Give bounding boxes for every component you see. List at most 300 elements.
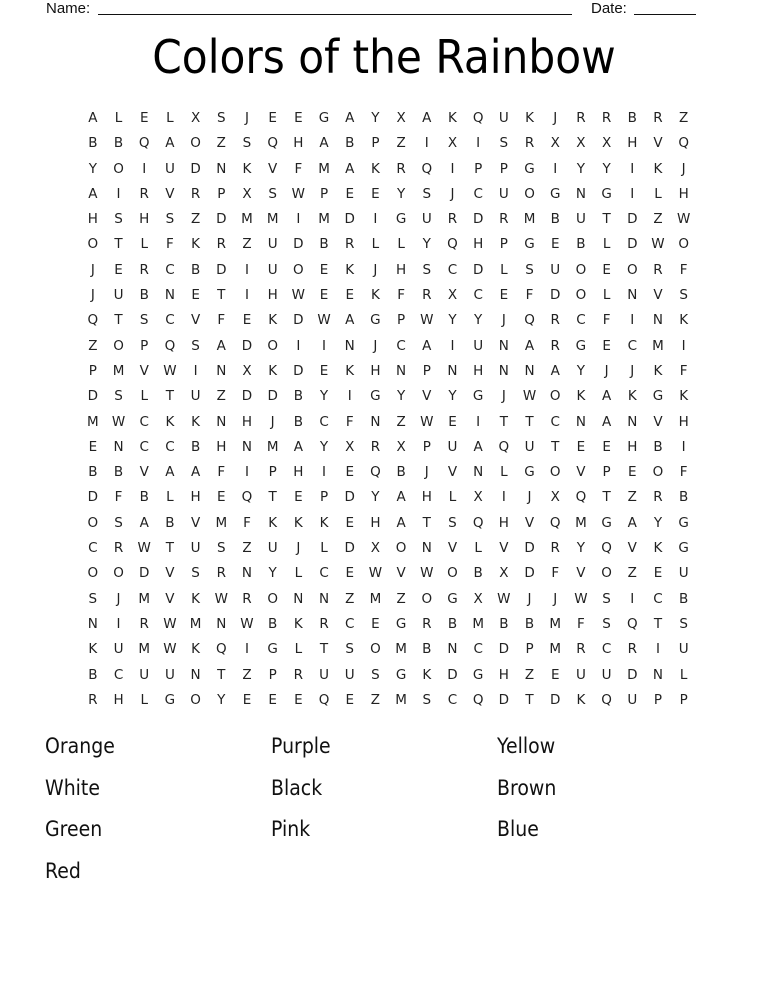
grid-letter: C <box>165 438 175 455</box>
grid-letter: W <box>420 312 434 329</box>
grid-letter: F <box>114 489 123 506</box>
grid-letter: K <box>576 691 586 708</box>
grid-letter: S <box>114 514 123 531</box>
grid-letter: L <box>166 110 174 126</box>
grid-letter: L <box>654 185 662 202</box>
grid-letter: T <box>653 615 663 632</box>
grid-letter: K <box>627 388 637 405</box>
grid-letter: K <box>293 615 303 632</box>
grid-letter: R <box>293 666 304 683</box>
grid-letter: P <box>319 185 329 202</box>
grid-letter: A <box>345 110 355 126</box>
grid-letter: B <box>139 489 149 506</box>
grid-letter: U <box>627 691 638 708</box>
grid-letter: N <box>421 540 432 557</box>
grid-letter: I <box>476 413 481 430</box>
grid-letter: S <box>216 540 226 557</box>
grid-letter: H <box>293 464 304 481</box>
grid-letter: R <box>190 185 201 202</box>
grid-letter: G <box>318 110 330 126</box>
grid-letter: P <box>268 464 277 481</box>
grid-letter: Z <box>679 110 689 126</box>
grid-letter: B <box>293 388 303 405</box>
grid-letter: F <box>217 312 226 329</box>
grid-letter: Q <box>472 110 484 126</box>
grid-letter: G <box>472 388 484 405</box>
grid-letter: S <box>114 388 123 405</box>
grid-letter: Q <box>241 489 253 506</box>
grid-letter: U <box>498 110 509 126</box>
grid-letter: Q <box>267 135 278 152</box>
grid-letter: H <box>421 489 432 506</box>
grid-letter: O <box>267 337 278 354</box>
grid-letter: B <box>499 615 509 632</box>
grid-letter: K <box>191 236 201 253</box>
grid-letter: S <box>679 615 688 632</box>
grid-letter: H <box>627 438 638 455</box>
grid-letter: F <box>166 236 174 253</box>
grid-letter: C <box>653 590 663 607</box>
grid-letter: E <box>294 489 303 506</box>
grid-letter: K <box>679 388 689 405</box>
grid-letter: S <box>422 691 432 708</box>
grid-letter: O <box>113 565 124 582</box>
grid-letter: E <box>345 287 354 304</box>
grid-letter: H <box>678 413 689 430</box>
grid-letter: V <box>268 160 278 177</box>
word-list-item: Pink <box>271 817 311 842</box>
grid-letter: N <box>396 362 407 379</box>
date-label: Date: <box>591 0 627 17</box>
grid-letter: O <box>190 135 201 152</box>
grid-letter: T <box>114 236 123 253</box>
grid-letter: O <box>370 641 381 658</box>
grid-letter: Y <box>653 514 663 531</box>
grid-letter: V <box>653 413 663 430</box>
grid-letter: Y <box>319 438 329 455</box>
grid-letter: M <box>523 211 536 228</box>
grid-letter: K <box>525 110 534 126</box>
grid-letter: K <box>165 413 175 430</box>
grid-letter: I <box>655 641 660 658</box>
grid-letter: R <box>550 312 560 329</box>
grid-letter: F <box>577 615 585 632</box>
grid-letter: T <box>602 211 611 228</box>
letter-grid <box>80 106 697 713</box>
grid-letter: Y <box>88 160 97 177</box>
grid-letter: O <box>447 565 458 582</box>
grid-letter: G <box>575 337 587 354</box>
grid-letter: G <box>395 666 407 683</box>
grid-letter: U <box>601 666 612 683</box>
grid-letter: F <box>243 514 251 531</box>
grid-letter: D <box>293 236 304 253</box>
grid-letter: Q <box>549 514 561 531</box>
grid-letter: E <box>499 287 509 304</box>
grid-letter: V <box>576 464 586 481</box>
grid-letter: P <box>88 362 97 379</box>
grid-letter: I <box>630 185 635 202</box>
grid-letter: P <box>140 337 149 354</box>
grid-letter: T <box>525 691 534 708</box>
grid-letter: V <box>422 388 432 405</box>
grid-letter: R <box>370 438 381 455</box>
grid-letter: W <box>163 615 177 632</box>
word-list-item: Black <box>271 775 323 800</box>
grid-letter: V <box>139 464 149 481</box>
grid-letter: R <box>653 261 663 278</box>
grid-letter: V <box>576 565 586 582</box>
grid-letter: N <box>241 565 253 582</box>
word-list-item: Red <box>45 859 81 884</box>
grid-letter: Q <box>626 615 638 632</box>
grid-letter: B <box>88 666 98 683</box>
grid-letter: M <box>138 590 151 607</box>
grid-letter: L <box>500 464 508 481</box>
grid-letter: A <box>627 514 637 531</box>
grid-letter: H <box>396 261 407 278</box>
grid-letter: Q <box>447 236 458 253</box>
grid-letter: D <box>524 565 535 582</box>
grid-letter: E <box>628 464 637 481</box>
grid-letter: L <box>320 540 328 557</box>
grid-letter: C <box>139 438 149 455</box>
grid-letter: N <box>344 337 355 354</box>
grid-letter: D <box>190 160 201 177</box>
grid-letter: U <box>267 540 278 557</box>
grid-letter: D <box>627 236 638 253</box>
grid-letter: F <box>345 413 354 430</box>
grid-letter: O <box>575 261 587 278</box>
grid-letter: Y <box>422 236 431 253</box>
grid-letter: F <box>217 464 226 481</box>
grid-letter: C <box>473 185 483 202</box>
grid-letter: Z <box>242 666 252 683</box>
grid-letter: W <box>676 211 691 228</box>
word-list-item: Brown <box>497 775 557 800</box>
grid-letter: J <box>296 540 301 557</box>
grid-letter: G <box>524 160 535 177</box>
grid-letter: N <box>216 413 227 430</box>
grid-letter: S <box>139 312 149 329</box>
grid-letter: X <box>345 438 355 455</box>
grid-letter: A <box>165 464 175 481</box>
grid-letter: Q <box>472 514 484 531</box>
grid-letter: R <box>242 590 252 607</box>
grid-letter: M <box>549 641 562 658</box>
grid-letter: L <box>397 236 405 253</box>
grid-letter: G <box>472 666 484 683</box>
grid-letter: L <box>140 236 148 253</box>
grid-letter: O <box>267 590 278 607</box>
grid-letter: D <box>550 691 561 708</box>
grid-letter: H <box>267 287 278 304</box>
grid-letter: B <box>679 489 689 506</box>
grid-letter: H <box>370 514 381 531</box>
grid-letter: N <box>652 666 664 683</box>
grid-letter: N <box>627 287 638 304</box>
grid-letter: A <box>88 185 98 202</box>
grid-letter: C <box>396 337 406 354</box>
grid-letter: N <box>524 362 535 379</box>
grid-letter: F <box>294 160 303 177</box>
grid-letter: W <box>163 362 177 379</box>
grid-letter: M <box>369 590 382 607</box>
grid-letter: Z <box>216 388 226 405</box>
grid-letter: V <box>627 540 637 557</box>
grid-letter: A <box>345 312 355 329</box>
grid-letter: I <box>450 160 455 177</box>
grid-letter: S <box>422 261 432 278</box>
grid-letter: W <box>651 236 665 253</box>
grid-letter: T <box>525 413 534 430</box>
grid-letter: L <box>679 666 688 683</box>
grid-letter: R <box>627 641 637 658</box>
grid-letter: A <box>319 135 329 152</box>
grid-letter: U <box>113 641 124 658</box>
grid-letter: E <box>550 666 560 683</box>
grid-letter: X <box>473 590 483 607</box>
grid-letter: A <box>88 110 98 126</box>
grid-letter: E <box>242 312 252 329</box>
grid-letter: I <box>142 160 147 177</box>
grid-letter: X <box>550 489 560 506</box>
grid-letter: G <box>395 211 407 228</box>
grid-letter: B <box>190 438 201 455</box>
grid-letter: R <box>550 540 560 557</box>
grid-letter: B <box>165 514 175 531</box>
grid-letter: T <box>319 641 329 658</box>
grid-letter: Z <box>216 135 226 152</box>
grid-letter: F <box>551 565 560 582</box>
grid-letter: R <box>550 337 560 354</box>
date-blank-line <box>634 14 696 15</box>
grid-letter: N <box>216 615 227 632</box>
grid-letter: H <box>498 514 509 531</box>
grid-letter: H <box>113 691 124 708</box>
grid-letter: N <box>370 413 381 430</box>
grid-letter: Q <box>678 135 689 152</box>
grid-letter: A <box>216 337 226 354</box>
grid-letter: V <box>165 185 175 202</box>
grid-letter: D <box>472 261 484 278</box>
grid-letter: N <box>627 413 638 430</box>
grid-letter: D <box>344 211 355 228</box>
grid-letter: K <box>370 287 380 304</box>
grid-letter: P <box>371 135 380 152</box>
grid-letter: C <box>576 312 586 329</box>
grid-letter: R <box>499 211 509 228</box>
grid-letter: B <box>473 565 483 582</box>
grid-letter: N <box>241 438 253 455</box>
grid-letter: H <box>241 413 253 430</box>
grid-letter: K <box>293 514 303 531</box>
grid-letter: R <box>422 615 432 632</box>
grid-letter: V <box>524 514 535 531</box>
grid-letter: U <box>190 540 201 557</box>
grid-letter: B <box>447 615 458 632</box>
grid-letter: F <box>679 464 688 481</box>
grid-letter: U <box>344 666 355 683</box>
grid-letter: Q <box>318 691 330 708</box>
grid-letter: Q <box>215 641 227 658</box>
grid-letter: J <box>553 110 558 126</box>
grid-letter: D <box>498 691 510 708</box>
grid-letter: Y <box>474 312 483 329</box>
grid-letter: I <box>553 160 558 177</box>
grid-letter: E <box>345 464 354 481</box>
grid-letter: J <box>373 261 378 278</box>
grid-letter: I <box>373 211 378 228</box>
grid-letter: E <box>268 691 277 708</box>
grid-letter: D <box>344 540 355 557</box>
grid-letter: D <box>216 261 227 278</box>
grid-letter: M <box>87 413 99 430</box>
grid-letter: M <box>112 362 125 379</box>
grid-letter: I <box>630 590 635 607</box>
grid-letter: Y <box>602 160 611 177</box>
grid-letter: D <box>293 312 304 329</box>
grid-letter: E <box>371 185 380 202</box>
grid-letter: J <box>630 362 635 379</box>
grid-letter: K <box>370 160 380 177</box>
grid-letter: J <box>90 287 95 304</box>
grid-letter: X <box>576 135 586 152</box>
grid-letter: W <box>368 565 383 582</box>
grid-letter: D <box>524 540 535 557</box>
grid-letter: N <box>447 641 458 658</box>
grid-letter: V <box>190 514 201 531</box>
grid-letter: R <box>653 110 663 126</box>
grid-letter: X <box>550 135 560 152</box>
grid-letter: G <box>601 514 612 531</box>
grid-letter: K <box>345 362 355 379</box>
grid-letter: R <box>88 691 98 708</box>
grid-letter: W <box>137 540 151 557</box>
grid-letter: A <box>396 514 406 531</box>
grid-letter: J <box>424 464 429 481</box>
grid-letter: C <box>601 641 612 658</box>
grid-letter: U <box>524 438 535 455</box>
grid-letter: B <box>88 135 98 152</box>
grid-letter: E <box>448 413 457 430</box>
grid-letter: E <box>114 261 123 278</box>
grid-letter: E <box>319 287 329 304</box>
grid-letter: Z <box>396 135 406 152</box>
grid-letter: Y <box>448 388 457 405</box>
word-list-item: Blue <box>497 817 539 842</box>
grid-letter: D <box>627 666 638 683</box>
grid-letter: Z <box>396 590 406 607</box>
grid-letter: R <box>345 236 355 253</box>
grid-letter: B <box>550 211 560 228</box>
grid-letter: E <box>602 261 611 278</box>
grid-letter: N <box>216 160 227 177</box>
grid-letter: D <box>293 362 304 379</box>
grid-letter: E <box>576 438 586 455</box>
grid-letter: E <box>602 438 611 455</box>
grid-letter: E <box>268 110 277 126</box>
grid-letter: Z <box>242 540 252 557</box>
grid-letter: U <box>164 666 175 683</box>
grid-letter: E <box>602 337 611 354</box>
grid-letter: W <box>420 413 434 430</box>
grid-letter: U <box>498 185 509 202</box>
grid-letter: X <box>242 185 252 202</box>
grid-letter: Q <box>472 691 484 708</box>
grid-letter: C <box>473 287 483 304</box>
grid-letter: T <box>165 540 175 557</box>
grid-letter: B <box>345 135 355 152</box>
grid-letter: H <box>498 666 509 683</box>
grid-letter: Y <box>448 312 457 329</box>
grid-letter: G <box>678 540 689 557</box>
grid-letter: J <box>527 489 532 506</box>
grid-letter: V <box>653 287 663 304</box>
grid-letter: L <box>474 540 482 557</box>
grid-letter: C <box>165 312 175 329</box>
grid-letter: R <box>422 287 432 304</box>
grid-letter: N <box>87 615 98 632</box>
grid-letter: R <box>139 185 149 202</box>
grid-letter: U <box>164 160 175 177</box>
grid-letter: X <box>242 362 252 379</box>
grid-letter: D <box>216 211 227 228</box>
grid-letter: J <box>450 185 455 202</box>
grid-letter: W <box>522 388 537 405</box>
grid-letter: N <box>473 464 484 481</box>
grid-letter: R <box>139 615 149 632</box>
grid-letter: F <box>679 261 688 278</box>
grid-letter: M <box>318 160 330 177</box>
grid-letter: U <box>319 666 329 683</box>
grid-letter: M <box>549 615 562 632</box>
grid-letter: F <box>679 362 688 379</box>
grid-letter: I <box>244 641 249 658</box>
grid-letter: T <box>602 489 611 506</box>
grid-letter: B <box>422 641 432 658</box>
grid-letter: C <box>113 666 124 683</box>
grid-letter: H <box>473 362 484 379</box>
grid-letter: U <box>575 211 586 228</box>
grid-letter: D <box>139 565 150 582</box>
grid-letter: N <box>216 362 227 379</box>
grid-letter: X <box>499 565 509 582</box>
grid-letter: D <box>627 211 638 228</box>
grid-letter: K <box>653 540 663 557</box>
grid-letter: I <box>244 464 249 481</box>
grid-letter: R <box>216 236 226 253</box>
grid-letter: X <box>190 110 201 126</box>
grid-letter: R <box>524 135 535 152</box>
grid-letter: S <box>371 666 380 683</box>
grid-letter: W <box>574 590 588 607</box>
grid-letter: Q <box>87 312 99 329</box>
grid-letter: G <box>549 185 561 202</box>
grid-letter: M <box>189 615 202 632</box>
grid-letter: O <box>87 514 99 531</box>
grid-letter: J <box>373 337 378 354</box>
grid-letter: T <box>268 489 277 506</box>
grid-letter: V <box>396 565 406 582</box>
grid-letter: I <box>322 464 327 481</box>
grid-letter: N <box>318 590 330 607</box>
grid-letter: M <box>138 641 151 658</box>
grid-letter: Y <box>371 489 380 506</box>
grid-letter: P <box>268 666 277 683</box>
grid-letter: L <box>500 261 508 278</box>
grid-letter: Y <box>319 388 329 405</box>
